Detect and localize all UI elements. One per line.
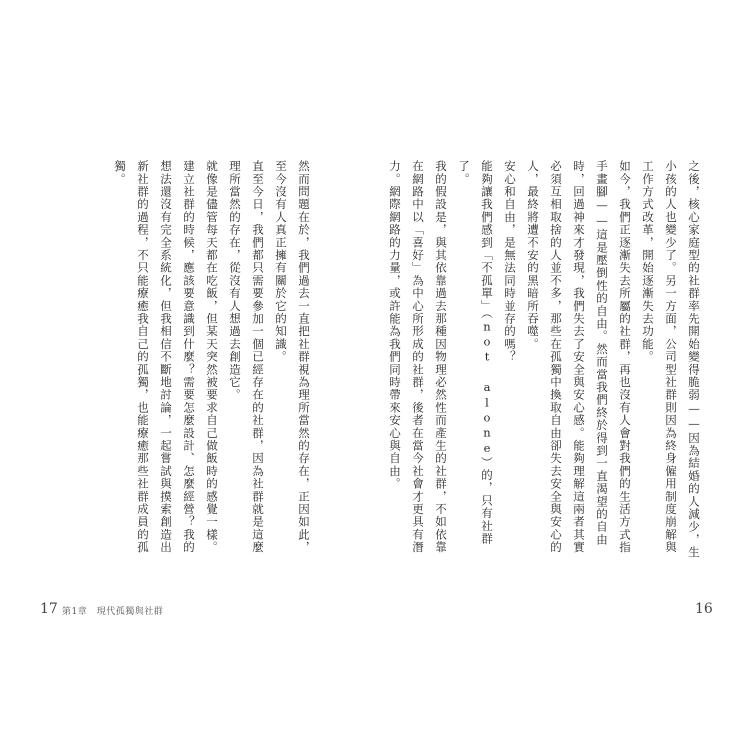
running-head: 第1章 現代孤獨與社群 <box>62 607 164 617</box>
paragraph: 我的假設是，與其依靠過去那種因物理必然性而產生的社群，不如依靠在網路中以「喜好」為中心所形成的社群，後者在當今社會才更具有潛力。網際網路的力量，或許能為我們同時帶來安心與自由。 <box>388 160 448 554</box>
paragraph: 就像是儘管每天都在吃飯，但某天突然被要求自己做飯時的感覺一樣。建立社群的時候，應該要意識到什麼？需要怎麼設計、怎麼經營？我的想法還沒有完全系統化，但我相信不斷地討論，一起嘗試與摸索創造出新社群的過程，不只能療癒我自己的孤獨，也能療癒那些社群成員的孤獨。 <box>113 160 219 554</box>
right-page <box>375 0 750 750</box>
paragraph: 之後，核心家庭型的社群率先開始變得脆弱——因為結婚的人減少，生小孩的人也變少了。另一方面，公司型社群則因為終身僱用制度崩解與工作方式改革，開始逐漸失去功能。 <box>641 160 701 559</box>
right-page-body <box>383 160 705 560</box>
paragraph: 然而問題在於，我們過去一直把社群視為理所當然的存在，正因如此，至今沒有人真正擁有關於它的知識。 <box>274 160 311 554</box>
left-page-body <box>108 160 315 560</box>
paragraph: 能夠讓我們感到「不孤單」（not alone）的，只有社群了。 <box>457 160 494 546</box>
paragraph: 安心和自由，是無法同時並存的嗎？ <box>503 160 517 364</box>
paragraph: 如今，我們正逐漸失去所屬的社群，再也沒有人會對我們的生活方式指手畫腳——這是壓倒性的自由。然而當我們終於得到一直渴望的自由時，回過神來才發現，我們失去了安全與安心感。能夠理解這兩者其實必須互相取捨的人並不多，那些在孤獨中換取自由卻失去安全與安心的人，最終將遭不安的黑暗所吞噬。 <box>526 160 632 554</box>
paragraph: 直至今日，我們都只需要參加一個已經存在的社群，因為社群就是這麼理所當然的存在，從沒有人想過去創造它。 <box>228 160 265 554</box>
page-number: 16 <box>695 601 713 617</box>
page-number: 17 <box>40 601 58 617</box>
